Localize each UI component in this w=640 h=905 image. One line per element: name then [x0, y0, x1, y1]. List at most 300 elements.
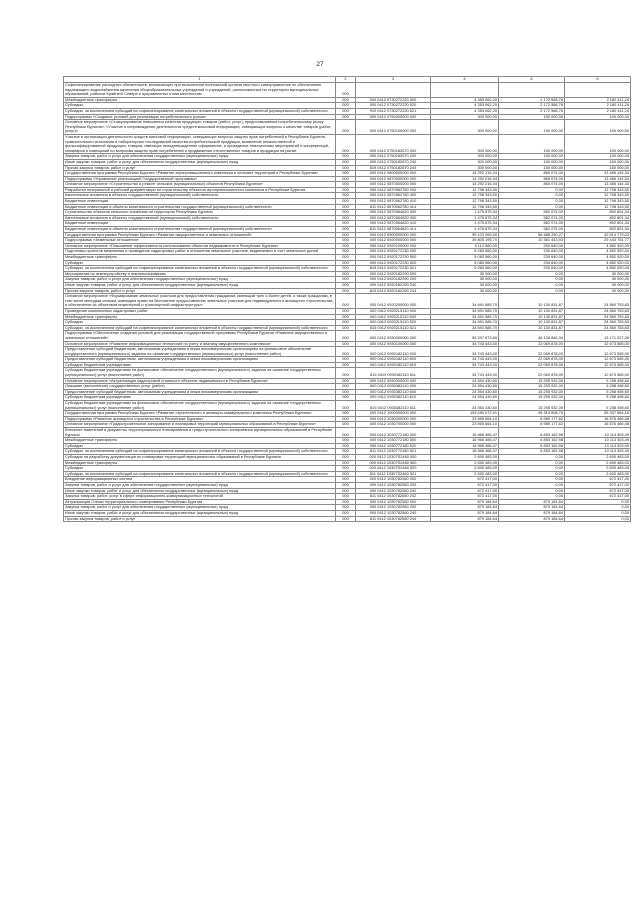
row-amount-cell: 300 000,00 — [431, 159, 499, 165]
row-amount-cell: 34 691 585,70 — [431, 325, 499, 331]
row-amount-cell: 16 966 466,47 — [431, 443, 499, 449]
row-amount-cell: 4 852 920,00 — [565, 255, 631, 261]
row-name-cell: Бюджетные инвестиции — [64, 199, 336, 205]
row-ved-cell: 000 — [336, 277, 356, 283]
row-amount-cell: 30 000,00 — [431, 282, 499, 288]
row-amount-cell: 230 640,00 — [499, 249, 565, 255]
row-code-cell: 000 0412 0920000000 000 — [356, 238, 431, 244]
row-amount-cell: 150 000,00 — [565, 154, 631, 160]
row-amount-cell: 0,00 — [499, 193, 565, 199]
row-amount-cell: 0,00 — [499, 471, 565, 477]
row-code-cell: 811 0412 1030782560 244 — [356, 516, 431, 522]
table-row — [64, 368, 631, 378]
row-amount-cell: 4 353 062,20 — [431, 97, 499, 103]
row-amount-cell: 24 560 753,83 — [565, 320, 631, 326]
row-amount-cell: 0,00 — [499, 277, 565, 283]
table-row — [64, 134, 631, 153]
row-name-cell: Основное мероприятие «Строительство и ремонт сельских (муниципальных) объектов Республики Бурятия» — [64, 182, 336, 188]
row-amount-cell — [565, 83, 631, 98]
row-amount-cell: 24 554 430,60 — [431, 389, 499, 395]
row-amount-cell: 30 000,00 — [431, 288, 499, 294]
row-name-cell: Капитальные вложения в объекты государственной (муниципальной) собственности — [64, 193, 336, 199]
row-name-cell: Подпрограмма «Обеспечение создания условий для реализации государственной программы Республики Бурятия «Развитие имущественных и земельных отношений» — [64, 331, 336, 341]
row-ved-cell: 000 — [336, 449, 356, 455]
row-amount-cell: 9 258 498,60 — [565, 395, 631, 401]
row-code-cell: 000 0412 0750000000 000 — [356, 114, 431, 120]
row-ved-cell: 000 — [336, 341, 356, 347]
row-amount-cell: 22 069 878,00 — [499, 357, 565, 363]
row-ved-cell: 000 — [336, 249, 356, 255]
row-amount-cell: 2 600 483,00 — [565, 471, 631, 477]
row-code-cell: 000 0412 1030782560 240 — [356, 510, 431, 516]
row-amount-cell: 0,00 — [499, 204, 565, 210]
row-amount-cell: 2 180 411,24 — [565, 97, 631, 103]
row-amount-cell: 22 069 878,00 — [499, 341, 565, 347]
row-name-cell: Основное мероприятие «Градостроительное зонирование и планировка территорий муниципальных образований в Республике Бурятия» — [64, 422, 336, 428]
row-amount-cell: 30 000,00 — [565, 288, 631, 294]
row-code-cell: 000 0412 0920100000 000 — [356, 243, 431, 249]
page-number: 27 — [316, 61, 324, 68]
row-amount-cell: 2 600 483,00 — [565, 454, 631, 460]
row-amount-cell: 34 743 443,00 — [431, 368, 499, 378]
row-name-cell: Межбюджетные трансферты — [64, 97, 336, 103]
row-code-cell: 000 0412 0930300000 000 — [356, 378, 431, 384]
row-amount-cell: 10 113 303,49 — [565, 428, 631, 438]
row-code-cell: 000 0412 0870000000 000 — [356, 176, 431, 182]
row-name-cell: Участие в организации деятельности средств массовой информации, освещающих вопросы защиты прав потребителей в Республике Бурятия, сравнительного испытания и лабораторных исследований качества потребительской продукции, выявление некачественной и фальсифицированной продукции, товаров, имеющих неподтвержденное оформление, и проведение тематических мероприятий и конференций, семинаров и совещаний по вопросам защиты прав потребителей и продвижения отечественных товаров и продукции на рынке — [64, 134, 336, 153]
row-amount-cell: 0,00 — [499, 482, 565, 488]
row-code-cell: 811 0412 0870562780 414 — [356, 204, 431, 210]
column-header: 5 — [499, 77, 565, 83]
row-code-cell: 000 0412 1030772180 520 — [356, 443, 431, 449]
row-amount-cell: 0,00 — [499, 488, 565, 494]
table-row — [64, 294, 631, 309]
row-amount-cell: 14 292 216,34 — [431, 171, 499, 177]
column-header: 1 — [64, 77, 336, 83]
row-amount-cell: 15 295 932,00 — [499, 395, 565, 401]
row-amount-cell: 24 560 753,83 — [565, 294, 631, 309]
row-amount-cell: 672 417,00 — [565, 494, 631, 500]
table-row — [64, 389, 631, 395]
row-ved-cell: 000 — [336, 477, 356, 483]
row-ved-cell: 000 — [336, 516, 356, 522]
row-code-cell: 000 0412 1030000000 000 — [356, 416, 431, 422]
row-code-cell: 000 0412 0930182110 610 — [356, 362, 431, 368]
row-amount-cell: 30 000,00 — [565, 277, 631, 283]
row-amount-cell: 879 184,64 — [431, 516, 499, 522]
row-name-cell: Основное мероприятие «Формирование земельных участков для предоставления гражданам, имеющим трех и более детей, а также гражданам, в том числе молодым семьям, имеющим право на бесплатное предоставление земельных участков для индивидуального жилищного строительства, и обеспечение их объектами инженерной и транспортной инфраструктуры» — [65, 293, 334, 308]
row-ved-cell: 000 — [336, 488, 356, 494]
row-name-cell: Прочая закупка товаров, работ и услуг — [64, 165, 336, 171]
row-ved-cell: 000 — [336, 401, 356, 411]
row-amount-cell: 22 069 878,00 — [499, 347, 565, 357]
row-amount-cell: 34 691 585,70 — [431, 308, 499, 314]
row-amount-cell: 1 475 875,34 — [431, 227, 499, 233]
row-name-cell: Подпрограмма «Земельные отношения» — [64, 238, 336, 244]
row-name-cell: Капитальные вложения в объекты государственной (муниципальной) собственности — [64, 215, 336, 221]
row-amount-cell: 2 180 411,24 — [565, 108, 631, 114]
row-amount-cell: 672 417,00 — [431, 482, 499, 488]
row-ved-cell: 000 — [336, 471, 356, 477]
row-ved-cell: 000 — [336, 288, 356, 294]
row-amount-cell: 892 801,34 — [565, 227, 631, 233]
row-amount-cell: 150 000,00 — [565, 165, 631, 171]
row-amount-cell: 10 113 303,49 — [565, 443, 631, 449]
table-row — [64, 176, 631, 182]
table-row — [64, 422, 631, 428]
row-amount-cell: 2 600 483,00 — [431, 471, 499, 477]
row-name-cell: Внедрение информационных систем — [64, 477, 336, 483]
row-code-cell: 000 0412 1030782550 200 — [356, 482, 431, 488]
row-amount-cell: 14 292 216,34 — [431, 176, 499, 182]
row-ved-cell: 000 — [336, 422, 356, 428]
row-amount-cell: 150 000,00 — [499, 159, 565, 165]
row-amount-cell — [499, 83, 565, 98]
row-amount-cell: 22 069 878,00 — [499, 362, 565, 368]
row-amount-cell: 12 798 343,50 — [565, 193, 631, 199]
row-amount-cell: 12 798 343,50 — [431, 187, 499, 193]
row-amount-cell: 300 000,00 — [431, 154, 499, 160]
row-amount-cell: 865 074,00 — [499, 171, 565, 177]
row-amount-cell: 29 443 751,77 — [565, 238, 631, 244]
row-name-cell: Строительство объектов сельского хозяйства на территории Республики Бурятия — [64, 210, 336, 216]
row-ved-cell: 000 — [336, 232, 356, 238]
row-code-cell: 815 0412 0930182110 611 — [356, 368, 431, 378]
row-amount-cell: 672 417,00 — [565, 477, 631, 483]
table-row — [64, 83, 631, 98]
row-amount-cell: 10 361 443,93 — [499, 238, 565, 244]
row-name-cell: Иные закупки товаров, работ и услуг для обеспечения государственных (муниципальных) нужд — [64, 510, 336, 516]
row-amount-cell: 879 184,64 — [431, 505, 499, 511]
row-name-cell: Проведение комплексных кадастровых работ — [64, 308, 336, 314]
row-name-cell: Прочая закупка товаров, работ и услуг — [64, 516, 336, 522]
row-amount-cell: 6 853 162,98 — [499, 438, 565, 444]
row-amount-cell: 5 083 560,00 — [431, 260, 499, 266]
row-code-cell: 000 0412 10307S2460 500 — [356, 460, 431, 466]
row-code-cell: 000 0412 1030782560 000 — [356, 499, 431, 505]
row-amount-cell: 672 417,00 — [431, 488, 499, 494]
row-amount-cell: 23 565 664,10 — [431, 416, 499, 422]
row-amount-cell: 150 000,00 — [499, 114, 565, 120]
row-name-cell: Субсидии бюджетным учреждениям на финансовое обеспечение государственного (муниципального) задания на оказание государственных (муниципальных) услуг (выполнение работ) — [64, 401, 336, 411]
row-amount-cell: 1 475 875,34 — [431, 210, 499, 216]
row-ved-cell: 000 — [336, 411, 356, 417]
row-amount-cell: 10 130 831,87 — [499, 308, 565, 314]
row-name-cell: Разработка генеральной и рабочей документации по строительству объектов агропромышленного комплекса в Республике Бурятия — [64, 187, 336, 193]
row-name-cell: Предоставление субсидий бюджетным, автономным учреждениям и иным некоммерческим организациям — [64, 389, 336, 395]
row-ved-cell: 000 — [336, 384, 356, 390]
row-ved-cell: 000 — [336, 368, 356, 378]
row-amount-cell: 672 417,00 — [565, 488, 631, 494]
row-amount-cell: 34 743 443,00 — [431, 357, 499, 363]
row-amount-cell: 2 180 411,24 — [565, 103, 631, 109]
row-amount-cell: 0,00 — [499, 199, 565, 205]
row-code-cell: 000 0412 10307S2460 000 — [356, 454, 431, 460]
row-amount-cell: 9 258 498,60 — [565, 401, 631, 411]
row-ved-cell: 000 — [336, 320, 356, 326]
row-name-cell: Закупка товаров, работ, услуг в сфере информационно-коммуникационных технологий — [64, 494, 336, 500]
table-row — [64, 210, 631, 216]
row-name-cell: Оказание (выполнение) государственных услуг (работ) — [64, 384, 336, 390]
row-amount-cell: 34 691 585,70 — [431, 314, 499, 320]
row-name-cell: Государственная программа Республики Бурятия «Развитие агропромышленного комплекса и сельских территорий в Республике Бурятия» — [64, 171, 336, 177]
row-amount-cell — [431, 83, 499, 98]
row-amount-cell: 30 000,00 — [431, 271, 499, 277]
row-ved-cell: 000 — [336, 331, 356, 341]
row-amount-cell: 6 853 162,98 — [499, 428, 565, 438]
row-amount-cell: 24 560 753,83 — [565, 325, 631, 331]
row-code-cell: 819 0412 0750182670 244 — [356, 165, 431, 171]
row-ved-cell: 000 — [336, 159, 356, 165]
row-name-cell: Межбюджетные трансферты — [64, 438, 336, 444]
table-row — [64, 505, 631, 511]
row-amount-cell: 0,00 — [499, 466, 565, 472]
row-amount-cell: 1 475 875,34 — [431, 221, 499, 227]
row-amount-cell: 59 297 873,60 — [431, 331, 499, 341]
row-ved-cell: 000 — [336, 510, 356, 516]
row-amount-cell: 13 486 144,34 — [565, 171, 631, 177]
row-ved-cell: 000 — [336, 238, 356, 244]
row-ved-cell: 000 — [336, 187, 356, 193]
row-name-cell: Закупка товаров, работ и услуг для обеспечения государственных (муниципальных) нужд — [64, 505, 336, 511]
table-row — [64, 416, 631, 422]
row-amount-cell: 9 258 498,60 — [565, 389, 631, 395]
row-code-cell: 000 0412 0930382110 000 — [356, 384, 431, 390]
table-body — [64, 83, 631, 522]
row-ved-cell: 000 — [336, 466, 356, 472]
row-name-cell: Государственная программа Республики Бурятия «Развитие имущественных и земельных отношений» — [64, 232, 336, 238]
row-code-cell — [356, 83, 431, 98]
row-code-cell: 000 0412 0920172230 000 — [356, 249, 431, 255]
row-name-cell: Подготовка проектов межевания и проведение кадастровых работ в отношении земельных участков, выделяемых в счет земельных долей — [64, 249, 336, 255]
row-amount-cell: 24 554 430,60 — [431, 378, 499, 384]
row-ved-cell: 000 — [336, 165, 356, 171]
row-amount-cell: 230 640,00 — [499, 255, 565, 261]
row-name-cell: Иные закупки товаров, работ и услуг для обеспечения государственных (муниципальных) нужд — [64, 282, 336, 288]
row-amount-cell: 4 353 062,20 — [431, 103, 499, 109]
row-ved-cell: 000 — [336, 325, 356, 331]
row-ved-cell: 000 — [336, 282, 356, 288]
row-amount-cell: 42 614 779,03 — [565, 232, 631, 238]
row-ved-cell: 000 — [336, 428, 356, 438]
row-amount-cell: 10 130 831,87 — [499, 320, 565, 326]
table-row — [64, 411, 631, 417]
row-name-cell: Субсидии, за исключением субсидий на софинансирование капитальных вложений в объекты государственной (муниципальной) собственности — [64, 108, 336, 114]
row-amount-cell: 300 000,00 — [431, 165, 499, 171]
row-code-cell: 815 0412 0920172230 521 — [356, 266, 431, 272]
row-code-cell: 815 0412 0930382110 611 — [356, 401, 431, 411]
row-code-cell: 000 0412 1030700000 000 — [356, 422, 431, 428]
row-code-cell: 000 0412 0730272220 520 — [356, 103, 431, 109]
row-amount-cell: 0,00 — [499, 454, 565, 460]
row-amount-cell: 2 172 568,76 — [499, 97, 565, 103]
row-amount-cell: 879 184,64 — [499, 516, 565, 522]
row-amount-cell: 34 691 585,70 — [431, 320, 499, 326]
row-name-cell: Субсидии — [64, 260, 336, 266]
row-amount-cell: 5 083 560,00 — [431, 249, 499, 255]
column-header: 4 — [431, 77, 499, 83]
row-code-cell: 000 0412 0930000000 000 — [356, 331, 431, 341]
table-row — [64, 499, 631, 505]
row-code-cell: 000 0412 0800000000 000 — [356, 171, 431, 177]
table-row — [64, 108, 631, 114]
row-ved-cell: 000 — [336, 357, 356, 363]
row-code-cell: 000 0412 1030782560 200 — [356, 505, 431, 511]
row-name-cell: Субсидии, за исключением субсидий на софинансирование капитальных вложений в объекты государственной (муниципальной) собственности — [64, 471, 336, 477]
row-code-cell: 000 0412 0930382110 600 — [356, 389, 431, 395]
row-ved-cell: 000 — [336, 97, 356, 103]
table-row — [64, 215, 631, 221]
row-amount-cell: 672 417,00 — [431, 477, 499, 483]
row-code-cell: 815 0412 0920182290 244 — [356, 288, 431, 294]
row-amount-cell: 4 862 920,00 — [565, 243, 631, 249]
row-ved-cell: 000 — [336, 494, 356, 500]
row-amount-cell: 15 295 932,00 — [499, 384, 565, 390]
row-amount-cell: 13 486 144,34 — [565, 176, 631, 182]
row-name-cell: Основное мероприятие «Повышение эффективности использования объектов недвижимости в Республике Бурятия» — [64, 243, 336, 249]
row-amount-cell: 12 673 565,00 — [565, 368, 631, 378]
row-code-cell: 811 0412 1030782550 242 — [356, 494, 431, 500]
row-ved-cell: 000 — [336, 416, 356, 422]
row-name-cell: Софинансирование расходных обязательств, возникающих при выполнении полномочий органов местного самоуправления по обеспечению надлежащего водоснабжения населения общеобразовательных учреждений и учреждений, расположенных на территории муниципальных образований, районов Крайнего Севера и приравненных к ним местностям — [64, 83, 336, 98]
row-amount-cell: 55 337 564,16 — [565, 411, 631, 417]
row-amount-cell: 300 000,00 — [431, 114, 499, 120]
row-amount-cell: 10 113 303,49 — [565, 449, 631, 455]
row-ved-cell: 000 — [336, 454, 356, 460]
table-row — [64, 114, 631, 120]
table-row — [64, 516, 631, 522]
row-amount-cell: 582 074,00 — [499, 215, 565, 221]
row-amount-cell: 2 600 483,00 — [565, 466, 631, 472]
row-name-cell: Бюджетные инвестиции — [64, 221, 336, 227]
row-amount-cell: 12 798 343,50 — [431, 199, 499, 205]
row-amount-cell: 672 417,00 — [565, 482, 631, 488]
row-amount-cell: 12 798 343,50 — [565, 204, 631, 210]
row-amount-cell: 4 852 920,00 — [565, 266, 631, 272]
row-code-cell: 815 0412 09202L5110 521 — [356, 325, 431, 331]
row-code-cell: 811 0412 0870564820 414 — [356, 227, 431, 233]
row-code-cell: 000 0412 0750182670 240 — [356, 159, 431, 165]
row-amount-cell: 6 989 177,62 — [499, 422, 565, 428]
row-amount-cell: 22 069 878,00 — [499, 368, 565, 378]
row-ved-cell: 000 — [336, 199, 356, 205]
row-amount-cell: 16 576 486,48 — [565, 422, 631, 428]
row-amount-cell: 0,00 — [499, 271, 565, 277]
row-amount-cell: 30 000,00 — [565, 271, 631, 277]
table-row — [64, 171, 631, 177]
row-amount-cell: 30 000,00 — [431, 277, 499, 283]
row-amount-cell: 6 989 177,62 — [499, 416, 565, 422]
row-name-cell: Основное мероприятие «Развитие информационных технологий по учету и анализу имущественного комплекса» — [64, 341, 336, 347]
row-ved-cell: 000 — [336, 176, 356, 182]
row-amount-cell: 879 184,64 — [499, 510, 565, 516]
row-amount-cell: 15 295 932,00 — [499, 389, 565, 395]
row-amount-cell: 5 113 560,00 — [431, 243, 499, 249]
row-name-cell: Бюджетные инвестиции в объекты капитального строительства государственной (муниципальной) собственности — [64, 204, 336, 210]
row-ved-cell: 000 — [336, 505, 356, 511]
row-amount-cell: 10 130 831,87 — [499, 325, 565, 331]
row-ved-cell: 000 — [336, 108, 356, 114]
row-ved-cell: 000 — [336, 389, 356, 395]
row-name-cell: Подпрограмма «Развитие жилищного строительства в Республике Бурятия» — [64, 416, 336, 422]
row-name-cell: Подпрограмма «Управление реализацией Государственной программы» — [64, 176, 336, 182]
row-name-cell: Субсидии — [64, 443, 336, 449]
row-ved-cell: 000 — [336, 438, 356, 444]
row-code-cell: 000 0412 0920182290 240 — [356, 282, 431, 288]
row-amount-cell: 150 000,00 — [565, 114, 631, 120]
row-amount-cell: 10 130 831,87 — [499, 294, 565, 309]
row-code-cell: 000 0412 10307S2460 520 — [356, 466, 431, 472]
row-amount-cell: 2 600 483,00 — [431, 454, 499, 460]
row-name-cell: Субсидии — [64, 466, 336, 472]
row-amount-cell: 5 083 560,00 — [431, 266, 499, 272]
row-ved-cell: 000 — [336, 362, 356, 368]
row-name-cell: Субсидии бюджетным учреждениям — [64, 362, 336, 368]
table-row — [64, 341, 631, 347]
row-amount-cell: 0,00 — [565, 505, 631, 511]
row-amount-cell: 2 600 483,00 — [431, 460, 499, 466]
row-amount-cell: 6 853 162,98 — [499, 443, 565, 449]
row-ved-cell: 000 — [336, 347, 356, 357]
row-code-cell: 000 0412 0900000000 000 — [356, 232, 431, 238]
row-amount-cell: 24 554 430,60 — [431, 395, 499, 401]
row-amount-cell: 0,00 — [565, 499, 631, 505]
row-code-cell: 000 0412 0930182110 600 — [356, 357, 431, 363]
row-amount-cell: 150 000,00 — [499, 120, 565, 135]
row-amount-cell: 56 488 290,27 — [499, 232, 565, 238]
row-amount-cell: 300 000,00 — [431, 134, 499, 153]
row-amount-cell: 1 475 875,34 — [431, 215, 499, 221]
row-amount-cell: 892 801,34 — [565, 210, 631, 216]
row-code-cell: 000 0412 0920200000 000 — [356, 294, 431, 309]
row-amount-cell: 153 650 072,91 — [431, 411, 499, 417]
row-amount-cell: 13 171 027,26 — [565, 331, 631, 341]
row-ved-cell: 000 — [336, 482, 356, 488]
row-name-cell: Субсидия на разработку документации по планировке территорий муниципальных образований в Республике Бурятия — [64, 454, 336, 460]
row-amount-cell: 5 083 560,00 — [431, 255, 499, 261]
row-amount-cell: 12 673 565,00 — [565, 341, 631, 347]
row-ved-cell: 000 — [336, 154, 356, 160]
row-ved-cell: 000 — [336, 314, 356, 320]
row-code-cell: 000 0412 1030782550 000 — [356, 477, 431, 483]
row-code-cell: 000 0412 0870562780 000 — [356, 187, 431, 193]
row-name-cell: Иные закупки товаров, работ и услуг для обеспечения государственных (муниципальных) нужд — [64, 488, 336, 494]
row-amount-cell: 12 798 343,50 — [431, 204, 499, 210]
row-amount-cell: 24 560 753,83 — [565, 314, 631, 320]
row-ved-cell: 000 — [336, 443, 356, 449]
row-code-cell: 000 0412 0750182670 200 — [356, 154, 431, 160]
row-name-cell: Закупка товаров, работ и услуг для обеспечения государственных (муниципальных) нужд — [64, 482, 336, 488]
row-code-cell: 000 0412 0870500000 000 — [356, 182, 431, 188]
row-code-cell: 000 0412 1030772180 500 — [356, 438, 431, 444]
row-name-cell: Субсидии — [64, 320, 336, 326]
row-amount-cell: 0,00 — [565, 516, 631, 522]
row-code-cell: 000 0412 0930382110 610 — [356, 395, 431, 401]
row-amount-cell: 582 074,00 — [499, 210, 565, 216]
row-ved-cell: 000 — [336, 83, 356, 98]
row-amount-cell: 23 565 664,10 — [431, 422, 499, 428]
row-ved-cell: 000 — [336, 243, 356, 249]
row-amount-cell: 16 966 466,47 — [431, 428, 499, 438]
row-name-cell: Внесение изменений в документы территориального планирования и градостроительного зонирования муниципальных образований в Республике Бурятия — [64, 428, 336, 438]
row-amount-cell: 34 743 443,00 — [431, 362, 499, 368]
row-name-cell: Основное мероприятие «Стимулирование повышения качества продукции, товаров (работ, услуг), предоставляемых потребительскому рынку Республики Бурятия»; «Участие в сопровождении деятельности средств массовой информации, освещающих вопросы о качестве товаров (работ, услуг)» — [64, 120, 336, 135]
row-ved-cell: 000 — [336, 395, 356, 401]
row-amount-cell: 6 853 162,98 — [499, 449, 565, 455]
row-code-cell: 000 0412 1030772180 000 — [356, 428, 431, 438]
column-header: 3 — [356, 77, 431, 83]
row-ved-cell: 000 — [336, 210, 356, 216]
